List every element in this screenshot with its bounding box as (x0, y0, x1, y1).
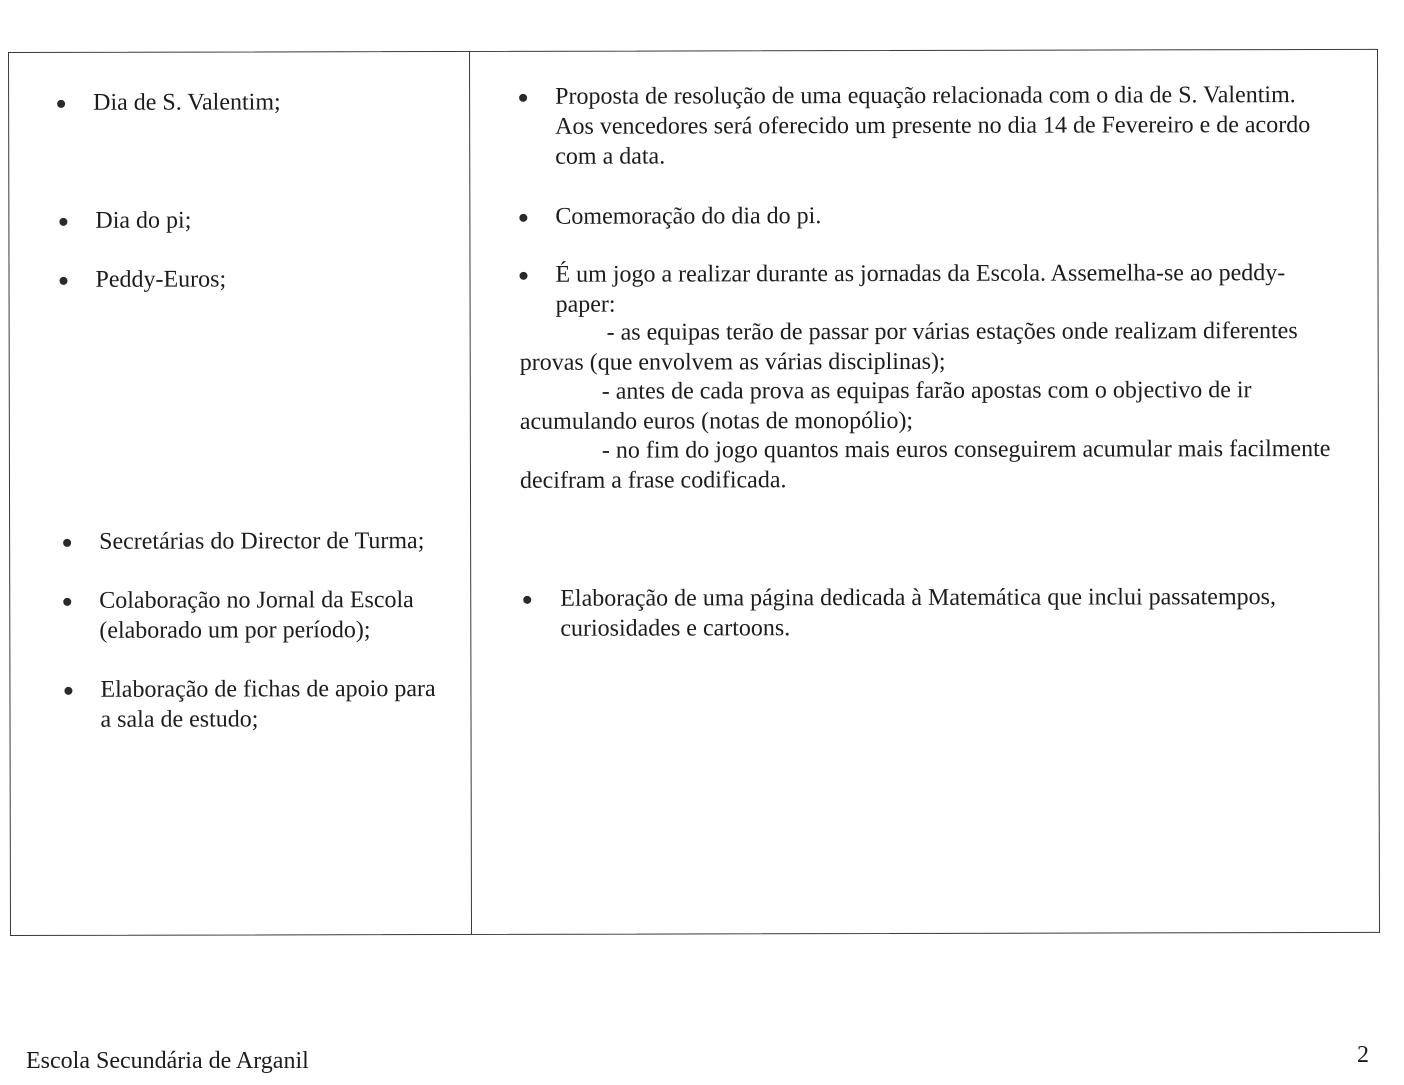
bullet-icon (523, 596, 531, 604)
bullet-icon (519, 94, 527, 102)
bullet-icon (60, 277, 68, 285)
activity-label-line: Elaboração de fichas de apoio para (100, 676, 436, 703)
description-line: É um jogo a realizar durante as jornadas da Escola. Assemelha-se ao peddy- (555, 260, 1286, 288)
description-line: Proposta de resolução de uma equação relacionada com o dia de S. Valentim. (555, 82, 1296, 110)
activity-label-line: Colaboração no Jornal da Escola (99, 587, 414, 614)
activity-label-line: a sala de estudo; (100, 706, 259, 733)
activities-table (8, 49, 1380, 936)
left-column (9, 52, 471, 937)
activity-label: Secretárias do Director de Turma; (99, 528, 425, 555)
bullet-icon (63, 598, 71, 606)
description-line: - antes de cada prova as equipas farão apostas com o objectivo de ir (601, 377, 1252, 405)
description-rule (520, 434, 1331, 496)
description-text (555, 80, 1310, 172)
bullet-icon (63, 539, 71, 547)
description-text (560, 582, 1276, 644)
footer-school-name: Escola Secundária de Arganil (26, 1048, 309, 1074)
activity-label: Dia do pi; (95, 207, 192, 234)
description-line: com a data. (555, 143, 666, 170)
activity-label: Dia de S. Valentim; (93, 89, 281, 116)
page-number: 2 (1357, 1042, 1369, 1068)
description-line: paper: (555, 291, 616, 318)
bullet-icon (59, 218, 67, 226)
right-column (471, 50, 1379, 936)
description-rule (520, 316, 1298, 378)
bullet-icon (520, 272, 528, 280)
description-line: Aos vencedores será oferecido um presente no dia 14 de Fevereiro e de acordo (555, 112, 1311, 140)
description-line: curiosidades e cartoons. (560, 615, 791, 642)
description-text: Comemoração do dia do pi. (555, 203, 822, 230)
activity-label: Peddy-Euros; (95, 266, 227, 293)
description-line: - no fim do jogo quantos mais euros conseguirem acumular mais facilmente (601, 436, 1331, 464)
description-line: decifram a frase codificada. (519, 467, 787, 494)
bullet-icon (519, 214, 527, 222)
bullet-icon (57, 100, 65, 108)
description-intro (555, 258, 1285, 320)
activity-label-line: (elaborado um por período); (99, 617, 371, 644)
description-line: acumulando euros (notas de monopólio); (519, 407, 914, 435)
description-line: - as equipas terão de passar por várias estações onde realizam diferentes (606, 318, 1298, 346)
activity-label (99, 585, 414, 646)
description-line: provas (que envolvem as várias disciplinas); (519, 348, 946, 376)
description-rule (520, 375, 1252, 437)
activity-label (100, 674, 435, 735)
description-line: Elaboração de uma página dedicada à Matemática que inclui passatempos, (560, 584, 1276, 612)
bullet-icon (64, 687, 72, 695)
